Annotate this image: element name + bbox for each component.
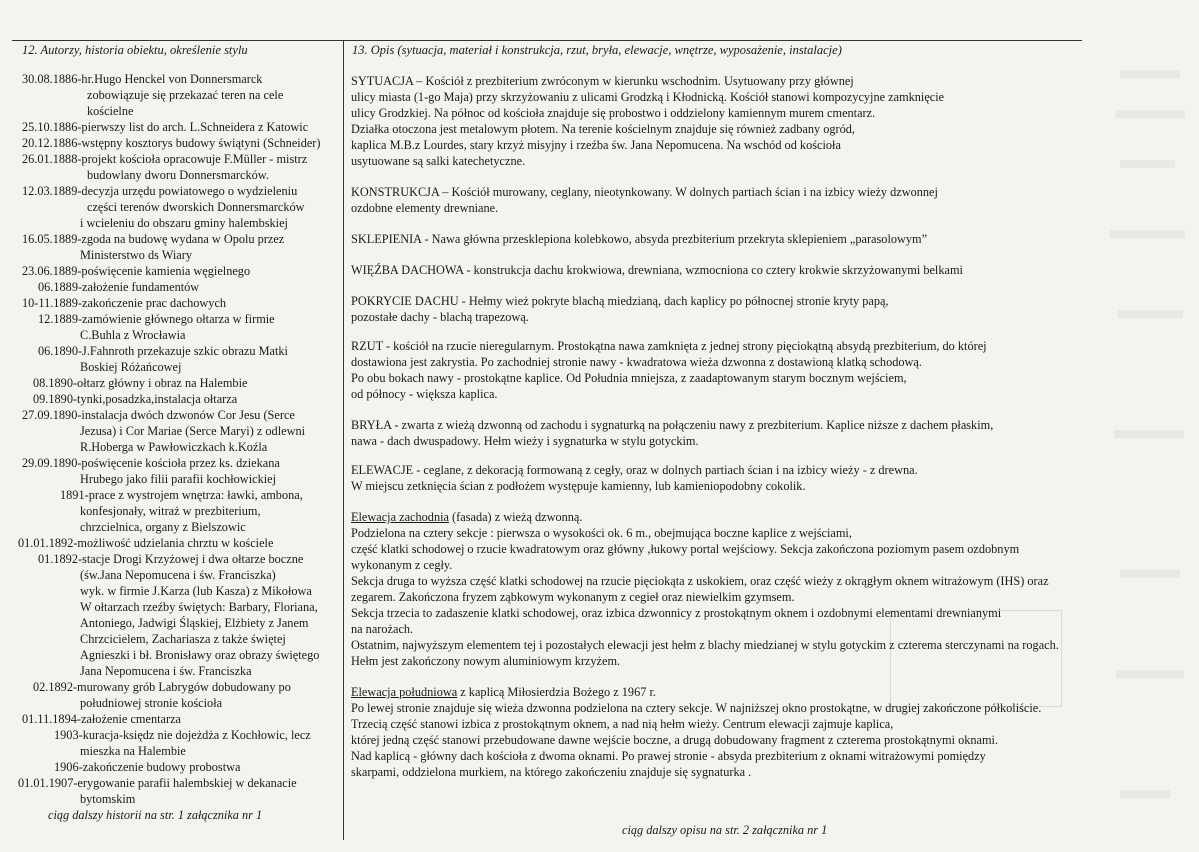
description-line: POKRYCIE DACHU - Hełmy wież pokryte blachą miedzianą, dach kaplicy po północnej stronie kryty papą, xyxy=(351,294,889,308)
history-entry-line: 12.1889-zamówienie głównego ołtarza w firmie xyxy=(38,312,275,326)
history-entry-line: Jezusa) i Cor Mariae (Serce Maryi) z odlewni xyxy=(80,424,306,438)
history-entry-line: Boskiej Różańcowej xyxy=(80,360,182,374)
description-line: Elewacja południowa z kaplicą Miłosierdzia Bożego z 1967 r. xyxy=(351,685,656,699)
history-entry-line: 01.01.1892-możliwość udzielania chrztu w kościele xyxy=(18,536,274,550)
description-line: nawa - dach dwuspadowy. Hełm wieży i sygnaturka w stylu gotyckim. xyxy=(351,434,699,448)
description-line: SKLEPIENIA - Nawa główna przesklepiona kolebkowo, absyda prezbiterium przekryta sklepieniem „parasolowym” xyxy=(351,232,928,246)
history-entry-line: W ołtarzach rzeźby świętych: Barbary, Floriana, xyxy=(80,600,318,614)
description-line: RZUT - kościół na rzucie nieregularnym. Prostokątna nawa zamknięta z jednej strony pięciokątną absydą prezbiterium, do której xyxy=(351,339,987,353)
history-entry-line: bytomskim xyxy=(80,792,136,806)
description-line: Nad kaplicą - główny dach kościoła z dwoma oknami. Po prawej stronie - absyda prezbiterium z oknami witrażowymi pomiędzy xyxy=(351,749,986,763)
description-line: SYTUACJA – Kościół z prezbiterium zwróconym w kierunku wschodnim. Usytuowany przy głównej xyxy=(351,74,854,88)
history-entry-line: 1891-prace z wystrojem wnętrza: ławki, ambona, xyxy=(60,488,303,502)
history-entry-line: 1903-kuracja-księdz nie dojeżdża z Kochłowic, lecz xyxy=(54,728,311,742)
history-entry-line: 06.1889-założenie fundamentów xyxy=(38,280,200,294)
description-line: KONSTRUKCJA – Kościół murowany, ceglany, nieotynkowany. W dolnych partiach ścian i na izbicy wieży dzwonnej xyxy=(351,185,938,199)
description-line: ELEWACJE - ceglane, z dekoracją formowaną z cegły, oraz w dolnych partiach ścian i na izbicy wieży - z drewna. xyxy=(351,463,918,477)
history-entry-line: 30.08.1886-hr.Hugo Henckel von Donnersmarck xyxy=(22,72,263,86)
description-line: Po obu bokach nawy - prostokątne kaplice. Od Południa mniejsza, z zaadaptowanym starym bocznym wejściem, xyxy=(351,371,907,385)
history-entry-line: 29.09.1890-poświęcenie kościoła przez ks. dziekana xyxy=(22,456,280,470)
description-line: Ostatnim, najwyższym elementem tej i pozostałych elewacji jest hełm z blachy miedzianej w stylu gotyckim z czterema sterczynami na rogach. xyxy=(351,638,1059,652)
history-entry-line: Antoniego, Jadwigi Śląskiej, Elżbiety z Janem xyxy=(80,616,309,630)
description-line: ulicy Grodzkiej. Na północ od kościoła znajduje się probostwo i oddzielony kamiennym murem cmentarz. xyxy=(351,106,876,120)
bleed-through-margin xyxy=(1110,10,1195,840)
history-entry-line: wyk. w firmie J.Karza (lub Kasza) z Mikołowa xyxy=(80,584,312,598)
description-line: usytuowane są salki katechetyczne. xyxy=(351,154,526,168)
description-line: W miejscu zetknięcia ścian z podłożem występuje kamienny, lub kamieniopodobny cokolik. xyxy=(351,479,806,493)
description-line: na narożach. xyxy=(351,622,414,636)
history-entry-line: i wcieleniu do obszaru gminy halembskiej xyxy=(80,216,288,230)
description-line: WIĘŹBA DACHOWA - konstrukcja dachu krokwiowa, drewniana, wzmocniona co cztery krokwie skrzyżowanymi belkami xyxy=(351,263,963,277)
description-line: której jedną część stanowi przebudowane dawne wejście boczne, a drugą dobudowany fragment z czterema prostokątnymi oknami. xyxy=(351,733,999,747)
history-entry-line: 12.03.1889-decyzja urzędu powiatowego o wydzieleniu xyxy=(22,184,298,198)
description-line: ozdobne elementy drewniane. xyxy=(351,201,499,215)
history-entry-line: części terenów dworskich Donnersmarcków xyxy=(87,200,305,214)
history-entry-line: 25.10.1886-pierwszy list do arch. L.Schneidera z Katowic xyxy=(22,120,309,134)
history-entry-line: południowej stronie kościoła xyxy=(80,696,223,710)
history-entry-line: mieszka na Halembie xyxy=(80,744,186,758)
description-line: pozostałe dachy - blachą trapezową. xyxy=(351,310,529,324)
description-line: zegarem. Zakończona fryzem ząbkowym wykonanym z cegieł oraz niewielkim gzymsem. xyxy=(351,590,795,604)
description-column-header: 13. Opis (sytuacja, materiał i konstrukcja, rzut, bryła, elewacje, wnętrze, wyposażenie, instalacje) xyxy=(352,43,842,57)
history-entry-line: Chrzcicielem, Zachariasza z także świętej xyxy=(80,632,286,646)
description-line: Hełm jest zakończony nowym aluminiowym krzyżem. xyxy=(351,654,621,668)
description-line: skarpami, oddzielona murkiem, na którego zakończeniu znajduje się sygnaturka . xyxy=(351,765,752,779)
history-entry-line: C.Buhla z Wrocławia xyxy=(80,328,186,342)
history-entry-line: 01.1892-stacje Drogi Krzyżowej i dwa ołtarze boczne xyxy=(38,552,304,566)
description-line: kaplica M.B.z Lourdes, stary krzyż misyjny i rzeźba św. Jana Nepomucena. Na wschód od kościoła xyxy=(351,138,841,152)
history-entry-line: 02.1892-murowany grób Labrygów dobudowany po xyxy=(33,680,291,694)
history-entry-line: 10-11.1889-zakończenie prac dachowych xyxy=(22,296,227,310)
description-line: część klatki schodowej o rzucie kwadratowym oraz główny ,łukowy portal wejściowy. Sekcja zakończona poziomym pasem ozdobnym xyxy=(351,542,1020,556)
history-entry-line: 08.1890-ołtarz główny i obraz na Halembie xyxy=(33,376,248,390)
description-line: Elewacja zachodnia (fasada) z wieżą dzwonną. xyxy=(351,510,583,524)
history-entry-line: (św.Jana Nepomucena i św. Franciszka) xyxy=(80,568,276,582)
history-entry-line: Ministerstwo ds Wiary xyxy=(80,248,192,262)
history-entry-line: Agnieszki i bł. Bronisławy oraz obrazy świętego xyxy=(80,648,320,662)
description-line: Trzecią część stanowi izbica z prostokątnym oknem, a nad nią hełm wieży. Centrum elewacji zajmuje kaplica, xyxy=(351,717,894,731)
history-entry-line: 01.01.1907-erygowanie parafii halembskiej w dekanacie xyxy=(18,776,297,790)
description-line: ulicy miasta (1-go Maja) przy skrzyżowaniu z ulicami Grodzką i Kłodnicką. Kościół stanowi kompozycyjne zamknięcie xyxy=(351,90,945,104)
description-line: wykonanym z cegły. xyxy=(351,558,453,572)
history-entry-line: 20.12.1886-wstępny kosztorys budowy świątyni (Schneider) xyxy=(22,136,321,150)
history-entry-line: Jana Nepomucena i św. Franciszka xyxy=(80,664,252,678)
bleed-through-stamp xyxy=(890,610,1062,707)
history-entry-line: 01.11.1894-założenie cmentarza xyxy=(22,712,181,726)
column-divider xyxy=(343,40,344,840)
history-entry-line: budowlany dworu Donnersmarcków. xyxy=(87,168,269,182)
description-line: dostawiona jest zakrystia. Po zachodniej stronie nawy - kwadratowa wieża dzwonna z dostawioną klatką schodową. xyxy=(351,355,922,369)
description-continuation-note: ciąg dalszy opisu na str. 2 załącznika nr 1 xyxy=(622,823,828,837)
description-line: Działka otoczona jest metalowym płotem. Na terenie kościelnym znajduje się również zadbany ogród, xyxy=(351,122,855,136)
history-entry-line: R.Hoberga w Pawłowiczkach k.Koźla xyxy=(80,440,268,454)
history-entry-line: 16.05.1889-zgoda na budowę wydana w Opolu przez xyxy=(22,232,285,246)
history-entry-line: 26.01.1888-projekt kościoła opracowuje F.Müller - mistrz xyxy=(22,152,308,166)
history-entry-line: chrzcielnica, organy z Bielszowic xyxy=(80,520,246,534)
history-entry-line: zobowiązuje się przekazać teren na cele xyxy=(87,88,284,102)
description-line: BRYŁA - zwarta z wieżą dzwonną od zachodu i sygnaturką na połączeniu nawy z prezbiterium. Kaplice niższe z dachem płaskim, xyxy=(351,418,994,432)
description-line: od północy - większa kaplica. xyxy=(351,387,498,401)
history-entry-line: 27.09.1890-instalacja dwóch dzwonów Cor Jesu (Serce xyxy=(22,408,295,422)
history-entry-line: 1906-zakończenie budowy probostwa xyxy=(54,760,241,774)
description-line: Po lewej stronie znajduje się wieża dzwonna podzielona na cztery sekcje. W najniższej okno prostokątne, w drugiej zakończone półkoliście. xyxy=(351,701,1042,715)
history-continuation-note: ciąg dalszy historii na str. 1 załącznika nr 1 xyxy=(48,808,263,822)
history-entry-line: 06.1890-J.Fahnroth przekazuje szkic obrazu Matki xyxy=(38,344,288,358)
history-entry-line: 09.1890-tynki,posadzka,instalacja ołtarza xyxy=(33,392,238,406)
history-entry-line: kościelne xyxy=(87,104,134,118)
table-top-rule xyxy=(12,40,1082,41)
history-entry-line: 23.06.1889-poświęcenie kamienia węgielnego xyxy=(22,264,251,278)
history-column-header: 12. Autorzy, historia obiektu, określenie stylu xyxy=(22,43,248,57)
description-line: Podzielona na cztery sekcje : pierwsza o wysokości ok. 6 m., obejmująca boczne kaplice z wejściami, xyxy=(351,526,852,540)
history-entry-line: Hrubego jako filii parafii kochłowickiej xyxy=(80,472,277,486)
history-entry-line: konfesjonały, witraż w prezbiterium, xyxy=(80,504,261,518)
description-line: Sekcja trzecia to zadaszenie klatki schodowej, oraz izbica dzwonnicy z prostokątnym oknem i ozdobnymi elementami drewnianymi xyxy=(351,606,1002,620)
description-line: Sekcja druga to wyższa część klatki schodowej na rzucie pięciokąta z uskokiem, oraz część wieży z okrągłym oknem witrażowym (IHS) oraz xyxy=(351,574,1049,588)
